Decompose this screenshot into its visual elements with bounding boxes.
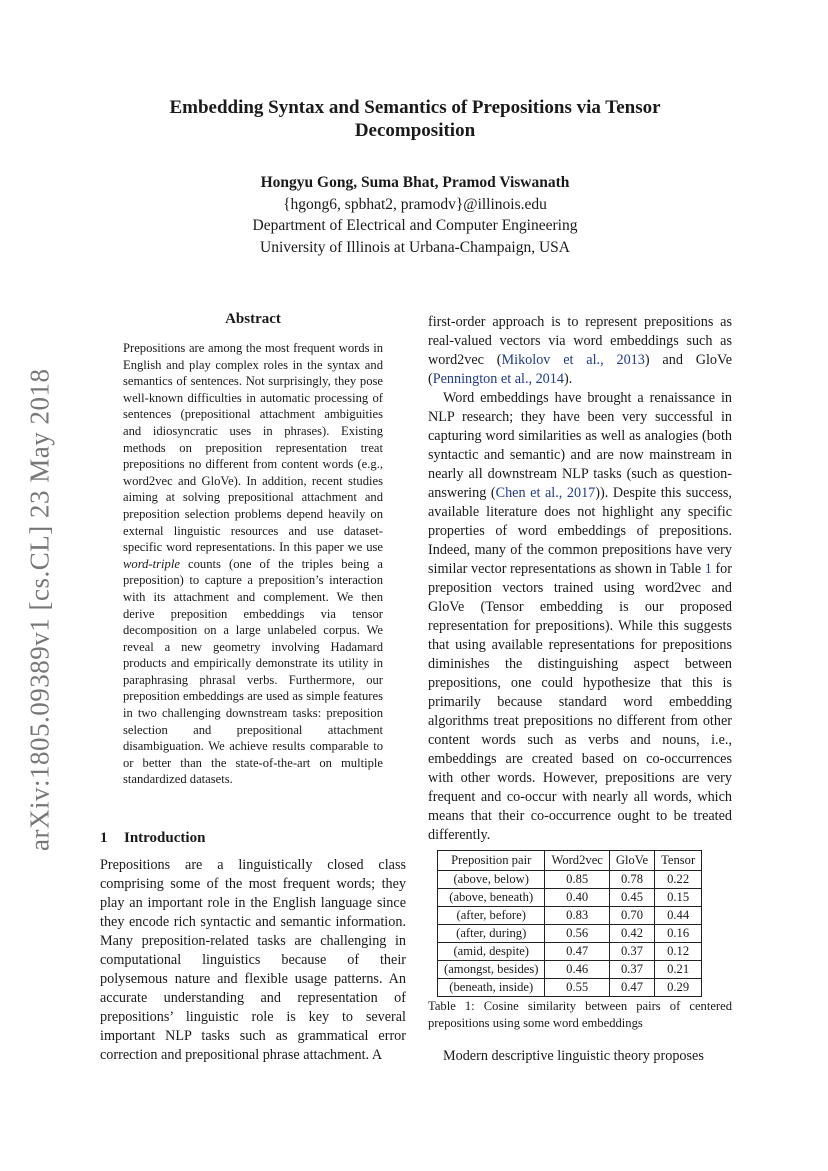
right-column-text xyxy=(428,313,732,845)
table-cell: 0.47 xyxy=(545,943,609,961)
table-cell: 0.47 xyxy=(609,979,654,997)
table-cell: (after, during) xyxy=(438,925,545,943)
table-cell: (after, before) xyxy=(438,907,545,925)
paragraph-3: Modern descriptive linguistic theory proposes xyxy=(443,1048,704,1064)
author-university: University of Illinois at Urbana-Champaign, USA xyxy=(260,238,570,256)
table-row xyxy=(438,961,702,979)
text-run: ) and GloVe ( xyxy=(428,352,732,387)
table-cell: 0.85 xyxy=(545,871,609,889)
table-cell: 0.37 xyxy=(609,961,654,979)
table-cell: 0.55 xyxy=(545,979,609,997)
text-run: first-order approach is to represent prepositions as real-valued vectors via word embeddings such as word2vec ( xyxy=(428,314,732,368)
table-cell: 0.78 xyxy=(609,871,654,889)
abstract-part-2: counts (one of the triples being a preposition) to capture a preposition’s interaction with its attachment and complement. We then derive preposition embeddings via tensor decomposition on a large unlabeled corpus. We reveal a new geometry involving Hadamard products and empirically demonstrate its utility in paraphrasing phrasal verbs. Furthermore, our preposition embeddings are used as simple features in two challenging downstream tasks: preposition selection and prepositional attachment disambiguation. We achieve results comparable to or better than the state-of-the-art on multiple standardized datasets. xyxy=(123,556,383,787)
header-cell: Word2vec xyxy=(545,851,609,871)
table-cell: 0.12 xyxy=(655,943,702,961)
table-row xyxy=(438,871,702,889)
section-title: Introduction xyxy=(124,830,206,846)
text-run: for preposition vectors trained using word2vec and GloVe (Tensor embedding is our proposed representation for prepositions). While this suggests that using available representations for prepositions diminishes the distinguishing aspect between prepositions, one could hypothesize that this is primarily because standard word embedding algorithms treat prepositions no different from other content words such as verbs and nouns, i.e., embeddings are created based on co-occurrences with other words. However, prepositions are very frequent and co-occur with nearly all words, which means that their co-occurrence ought to be treated differently. xyxy=(428,561,733,843)
author-names: Hongyu Gong, Suma Bhat, Pramod Viswanath xyxy=(260,174,570,191)
table-cell: 0.37 xyxy=(609,943,654,961)
paragraph-2 xyxy=(428,389,732,845)
table-row xyxy=(438,979,702,997)
header-cell: GloVe xyxy=(609,851,654,871)
author-block xyxy=(110,172,720,258)
table-row xyxy=(438,907,702,925)
table-cell: 0.45 xyxy=(609,889,654,907)
abstract-heading: Abstract xyxy=(225,311,281,327)
table-cell: 0.29 xyxy=(655,979,702,997)
table-cell: (amid, despite) xyxy=(438,943,545,961)
table-cell: (above, below) xyxy=(438,871,545,889)
table-caption: Table 1: Cosine similarity between pairs of centered prepositions using some word embeddings xyxy=(428,999,732,1030)
abstract-text xyxy=(123,340,383,788)
table-cell: (above, beneath) xyxy=(438,889,545,907)
table-cell: 0.70 xyxy=(609,907,654,925)
table-cell: 0.15 xyxy=(655,889,702,907)
citation-link-mikolov[interactable]: Mikolov et al., 2013 xyxy=(501,352,645,368)
table-cell: (beneath, inside) xyxy=(438,979,545,997)
author-department: Department of Electrical and Computer Engineering xyxy=(252,217,578,234)
author-emails: {hgong6, spbhat2, pramodv}@illinois.edu xyxy=(283,195,547,213)
table-cell: (amongst, besides) xyxy=(438,961,545,979)
text-run: Word embeddings have brought a renaissance in NLP research; they have been very successful in capturing word similarities as well as analogies (both syntactic and semantic) and are now mainstream in nearly all downstream NLP tasks (such as question-answering ( xyxy=(428,390,732,501)
table-cell: 0.40 xyxy=(545,889,609,907)
table-cell: 0.56 xyxy=(545,925,609,943)
text-run: ). xyxy=(563,371,573,387)
similarity-table-container xyxy=(437,850,702,997)
table-row xyxy=(438,889,702,907)
similarity-table xyxy=(437,850,702,997)
paper-title: Embedding Syntax and Semantics of Prepositions via Tensor Decomposition xyxy=(169,97,661,141)
header-cell: Preposition pair xyxy=(438,851,545,871)
table-cell: 0.44 xyxy=(655,907,702,925)
table-cell: 0.42 xyxy=(609,925,654,943)
abstract-emphasis: word-triple xyxy=(123,556,180,571)
header-cell: Tensor xyxy=(655,851,702,871)
table-cell: 0.83 xyxy=(545,907,609,925)
text-run: )). Despite this success, available literature does not highlight any specific properties of word embeddings of prepositions. Indeed, many of the common prepositions have very similar vector representations as shown in Table xyxy=(428,485,732,577)
section-heading-introduction xyxy=(100,830,205,847)
table-cell: 0.46 xyxy=(545,961,609,979)
citation-link-pennington[interactable]: Pennington et al., 2014 xyxy=(432,371,564,387)
section-number: 1 xyxy=(100,830,108,846)
table-row xyxy=(438,943,702,961)
table-row xyxy=(438,925,702,943)
table-reference-link[interactable]: 1 xyxy=(704,561,712,577)
table-cell: 0.16 xyxy=(655,925,702,943)
arxiv-stamp: arXiv:1805.09389v1 [cs.CL] 23 May 2018 xyxy=(24,368,55,852)
table-header-row xyxy=(438,851,702,871)
right-column-continuation xyxy=(428,1047,732,1066)
abstract-part-1: Prepositions are among the most frequent words in English and play complex roles in the syntax and semantics of sentences. Not surprisingly, they pose well-known difficulties in automatic processing of sentences (prepositional attachment ambiguities and idiosyncratic uses in phrases). Existing methods on preposition representation treat prepositions no different from content words (e.g., word2vec and GloVe). In addition, recent studies aiming at solving prepositional attachment and preposition selection problems depend heavily on external linguistic resources and use dataset-specific word representations. In this paper we use xyxy=(123,341,383,555)
table-cell: 0.21 xyxy=(655,961,702,979)
paragraph-1 xyxy=(428,313,732,389)
introduction-text: Prepositions are a linguistically closed class comprising some of the most frequent words; they play an important role in the English language since they encode rich syntactic and semantic information. Many preposition-related tasks are challenging in computational linguistics because of their polysemous nature and flexible usage patterns. An accurate understanding and representation of prepositions’ linguistic role is key to several important NLP tasks such as grammatical error correction and prepositional phrase attachment. A xyxy=(100,857,406,1063)
table-cell: 0.22 xyxy=(655,871,702,889)
citation-link-chen[interactable]: Chen et al., 2017 xyxy=(495,485,596,501)
